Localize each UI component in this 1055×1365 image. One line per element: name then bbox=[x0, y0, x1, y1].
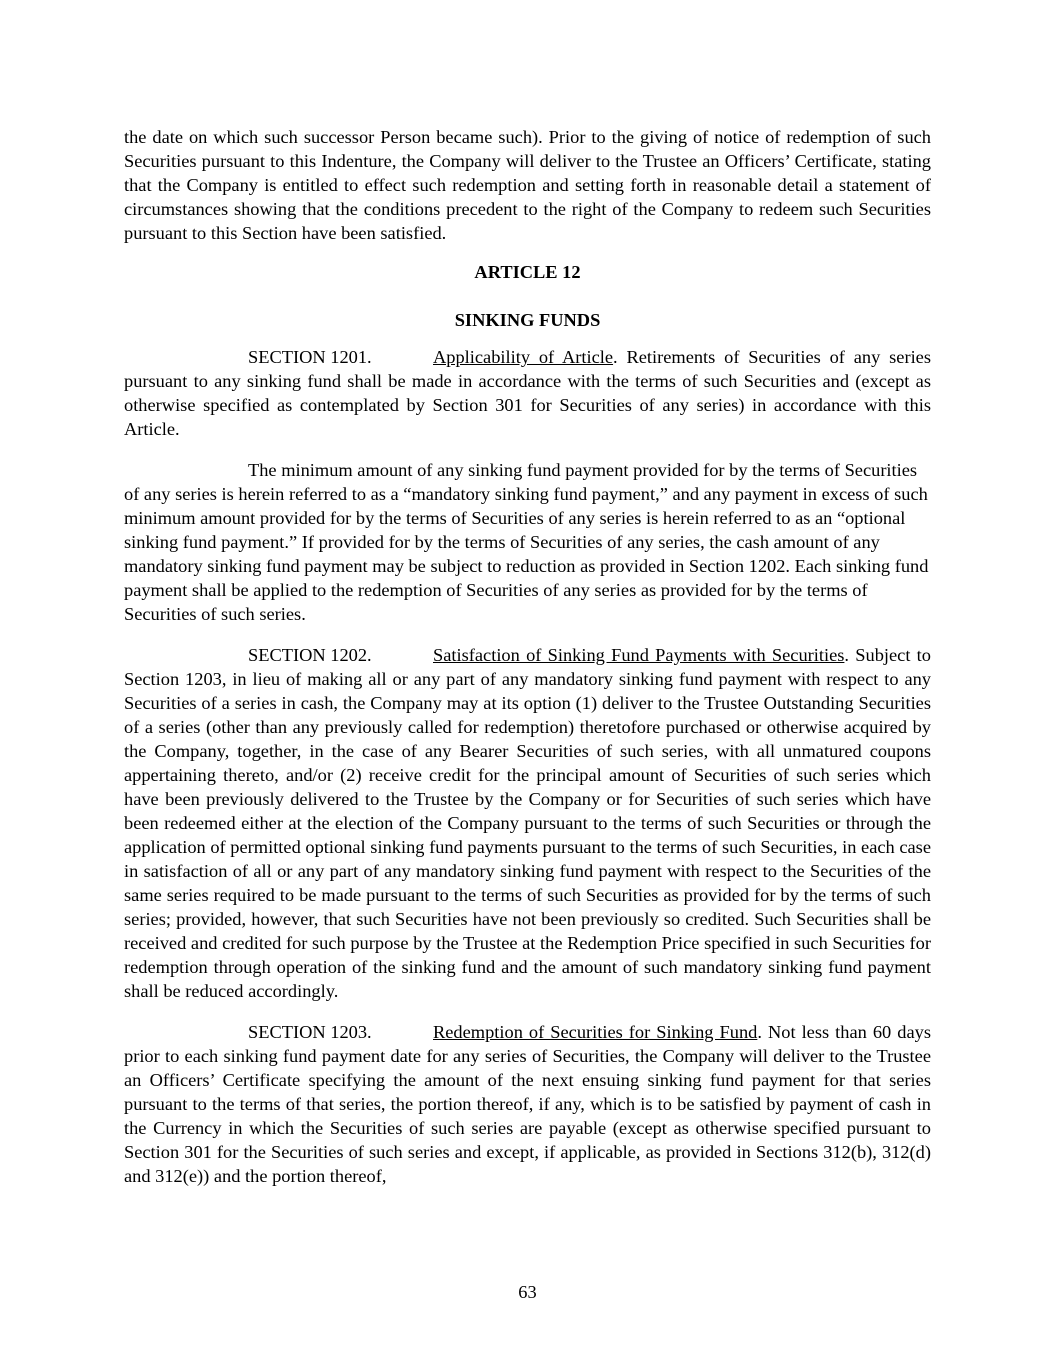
article-number: ARTICLE 12 bbox=[474, 262, 581, 282]
section-1201-heading: Applicability of Article bbox=[433, 347, 614, 367]
page-number: 63 bbox=[518, 1282, 537, 1302]
article-title: SINKING FUNDS bbox=[454, 310, 601, 330]
intro-paragraph: the date on which such successor Person became such). Prior to the giving of notice of redemption of such Securities pursuant to this Indenture, the Company will deliver to the Trustee an Officers’ Certificate, stating that the Company is entitled to effect such redemption and setting forth in reasonable detail a statement of circumstances showing that the conditions precedent to the right of the Company to redeem such Securities pursuant to this Section have been satisfied. bbox=[124, 127, 931, 243]
section-1202-heading: Satisfaction of Sinking Fund Payments with Securities bbox=[433, 645, 845, 665]
section-1202-body: . Subject to Section 1203, in lieu of making all or any part of any mandatory sinking fund payment with respect to any Securities of a series in cash, the Company may at its option (1) deliver to the Trustee Outstanding Securities of a series (other than any previously called for redemption) theretofore purchased or otherwise acquired by the Company, together, in the case of any Bearer Securities of such series, with all unmatured coupons appertaining thereto, and/or (2) receive credit for the principal amount of Securities of such series which have been previously delivered to the Trustee by the Company or for Securities of such series which have been redeemed either at the election of the Company pursuant to the terms of such Securities or through the application of permitted optional sinking fund payments pursuant to the terms of such Securities, in each case in satisfaction of all or any part of any mandatory sinking fund payment with respect to the Securities of the same series required to be made pursuant to the terms of such Securities as provided for by the terms of such series; provided, however, that such Securities have not been previously so credited. Such Securities shall be received and credited for such purpose by the Trustee at the Redemption Price specified in such Securities for redemption through operation of the sinking fund and the amount of such mandatory sinking fund payment shall be reduced accordingly. bbox=[124, 645, 931, 1001]
section-1203-paragraph bbox=[124, 1020, 931, 1188]
section-1201-paragraph bbox=[124, 345, 931, 441]
section-1203-label: SECTION 1203. bbox=[248, 1022, 372, 1042]
section-1203-body: . Not less than 60 days prior to each sinking fund payment date for any series of Securities, the Company will deliver to the Trustee an Officers’ Certificate specifying the amount of the next ensuing sinking fund payment for that series pursuant to the terms of that series, the portion thereof, if any, which is to be satisfied by payment of cash in the Currency in which the Securities of such series are payable (except as otherwise specified pursuant to Section 301 for the Securities of such series and except, if applicable, as provided in Sections 312(b), 312(d) and 312(e)) and the portion thereof, bbox=[124, 1022, 931, 1186]
minimum-amount-paragraph: The minimum amount of any sinking fund payment provided for by the terms of Securities of any series is herein referred to as a “mandatory sinking fund payment,” and any payment in excess of such minimum amount provided for by the terms of Securities of any series is herein referred to as an “optional sinking fund payment.” If provided for by the terms of Securities of any series, the cash amount of any mandatory sinking fund payment may be subject to reduction as provided in Section 1202. Each sinking fund payment shall be applied to the redemption of Securities of any series as provided for by the terms of Securities of such series. bbox=[124, 460, 929, 624]
document-page bbox=[124, 125, 931, 1188]
section-1202-paragraph bbox=[124, 643, 931, 1003]
section-1202-label: SECTION 1202. bbox=[248, 645, 372, 665]
section-1203-heading: Redemption of Securities for Sinking Fund bbox=[433, 1022, 758, 1042]
section-1201-body: . Retirements of Securities of any series pursuant to any sinking fund shall be made in accordance with the terms of such Securities and (except as otherwise specified as contemplated by Section 301 for Securities of any series) in accordance with this Article. bbox=[124, 347, 931, 439]
section-1201-label: SECTION 1201. bbox=[248, 347, 372, 367]
